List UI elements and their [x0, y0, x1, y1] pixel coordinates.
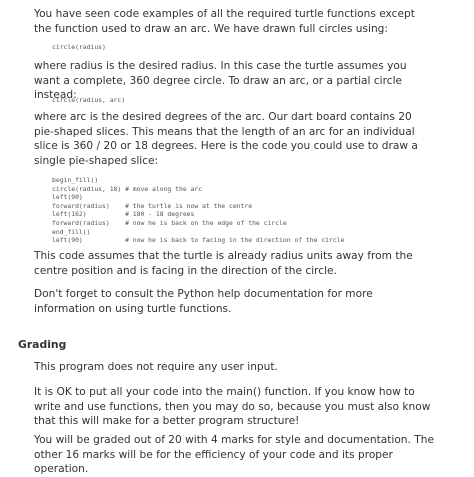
- grading-marks-paragraph: You will be graded out of 20 with 4 marks for style and documentation. The other 16 marks will be for the efficiency of your code and its proper operation.: [34, 434, 434, 476]
- radius-paragraph: where radius is the desired radius. In this case the turtle assumes you want a complete, 360 degree circle. To draw an arc, or a partial circle instead:: [34, 60, 407, 102]
- assumption-paragraph: This code assumes that the turtle is already radius units away from the centre position and is facing in the direction of the circle.: [34, 250, 413, 277]
- arc-paragraph: where arc is the desired degrees of the arc. Our dart board contains 20 pie-shaped slices. This means that the length of an arc for an individual slice is 360 / 20 or 18 degrees. Here is the code you could use to draw a single pie-shaped slice:: [34, 111, 418, 167]
- code-circle-full: circle(radius): [52, 43, 106, 51]
- grading-functions-paragraph: It is OK to put all your code into the main() function. If you know how to write and use functions, then you may do so, because you must also know that this will make for a better program structure!: [34, 386, 431, 428]
- grading-input-paragraph: This program does not require any user input.: [34, 361, 278, 373]
- intro-paragraph: You have seen code examples of all the required turtle functions except the function used to draw an arc. We have drawn full circles using:: [34, 8, 415, 35]
- help-paragraph: Don't forget to consult the Python help documentation for more information on using turtle functions.: [34, 288, 373, 315]
- code-circle-arc: circle(radius, arc): [52, 96, 126, 104]
- code-pie-slice: begin_fill() circle(radius, 18) # move along the arc left(90) forward(radius) # the turtle is now at the centre left(162) # 180 - 18 degrees forward(radius) # now he is back on the edge of the circle end_fill() left(90) # now he is back to facing in the direction of the circle: [52, 176, 345, 245]
- grading-heading: Grading: [18, 338, 67, 351]
